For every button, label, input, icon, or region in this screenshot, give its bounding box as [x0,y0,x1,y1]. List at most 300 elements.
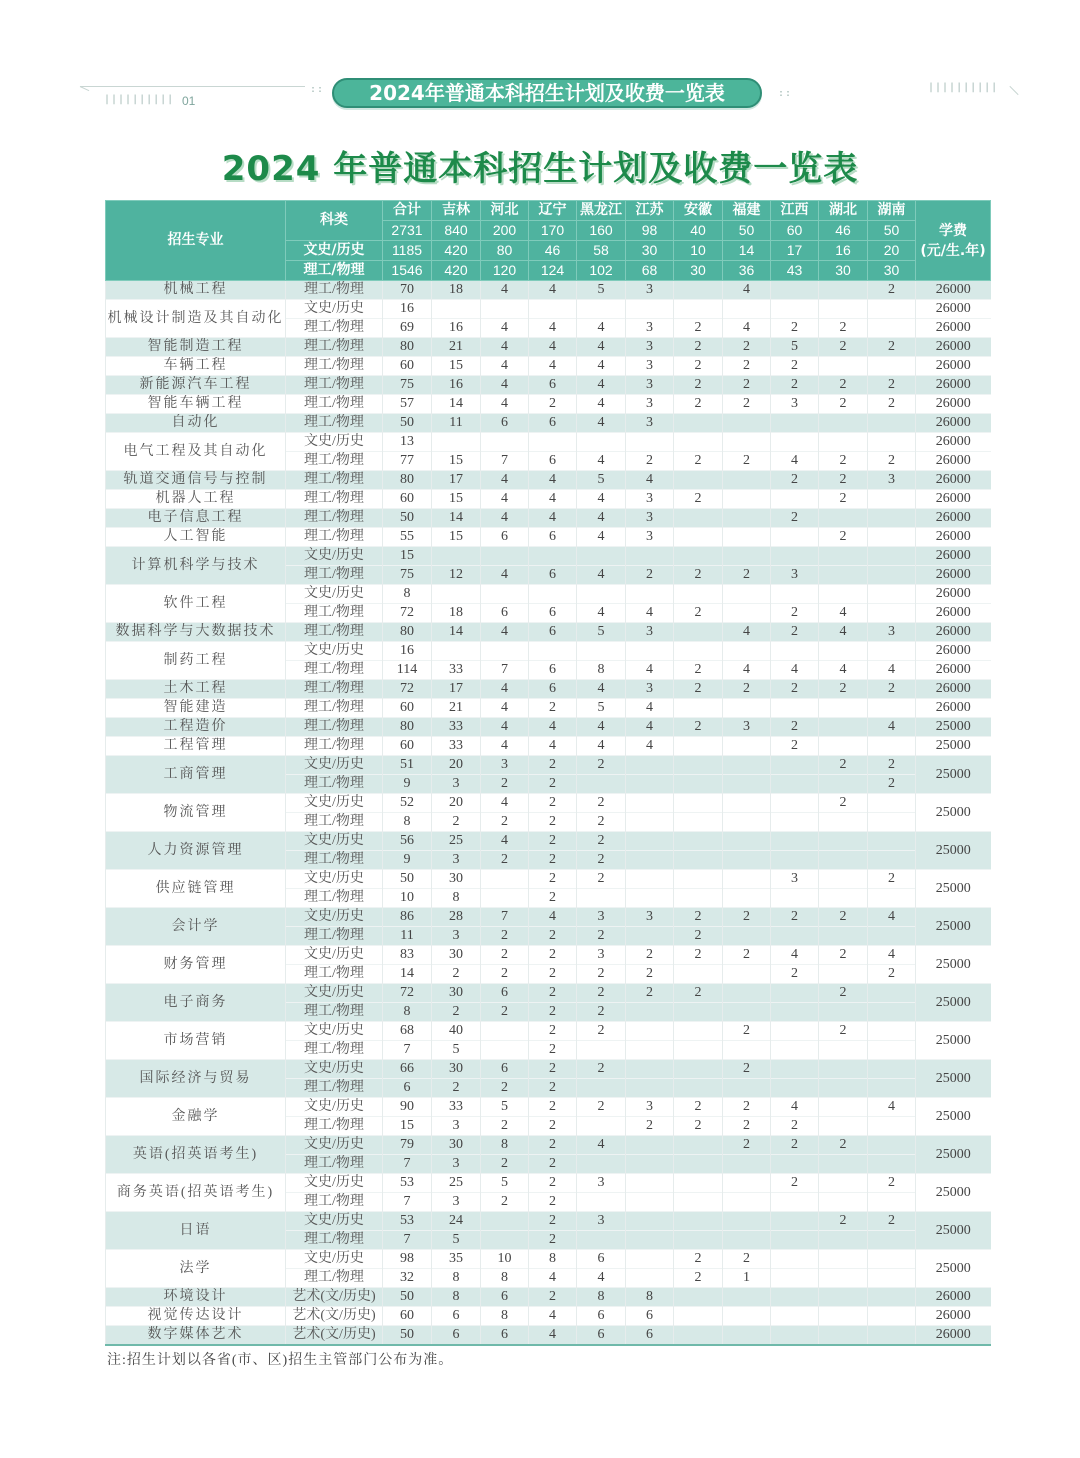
header-wenshi-label: 文史/历史 [286,241,383,261]
header-wenshi-total: 14 [723,241,771,261]
province-cell [626,1193,674,1212]
province-cell: 4 [771,1098,819,1117]
fee-cell: 26000 [916,661,991,680]
province-cell: 4 [529,908,577,927]
major-name: 供应链管理 [106,870,286,908]
category-cell: 文史/历史 [286,1022,383,1041]
province-cell: 4 [529,319,577,338]
province-cell: 3 [432,1193,481,1212]
province-cell: 2 [771,908,819,927]
province-cell: 2 [868,756,916,775]
province-cell: 2 [529,1231,577,1250]
province-cell [674,1079,723,1098]
province-cell [626,1079,674,1098]
total-cell: 66 [383,1060,432,1079]
total-cell: 50 [383,1288,432,1307]
province-cell: 4 [481,357,529,376]
province-cell [723,889,771,908]
province-cell: 4 [577,414,626,433]
province-cell: 4 [529,281,577,300]
province-cell: 2 [771,737,819,756]
province-cell: 2 [723,1250,771,1269]
province-cell: 5 [577,623,626,642]
header-province: 江西 [771,201,819,221]
province-cell: 6 [529,680,577,699]
province-cell: 6 [626,1326,674,1346]
province-cell [868,851,916,870]
province-cell: 1 [723,1269,771,1288]
province-cell: 4 [626,471,674,490]
province-cell: 12 [432,566,481,585]
major-name: 机械工程 [106,281,286,300]
province-cell [674,775,723,794]
province-cell: 2 [723,908,771,927]
fee-cell: 25000 [916,756,991,794]
total-cell: 72 [383,604,432,623]
table-row [106,585,991,604]
total-cell: 50 [383,509,432,528]
province-cell: 16 [432,319,481,338]
total-cell: 80 [383,471,432,490]
province-cell: 3 [626,680,674,699]
province-cell: 2 [626,452,674,471]
province-cell [674,585,723,604]
total-cell: 69 [383,319,432,338]
province-cell: 3 [577,1212,626,1231]
category-cell: 理工/物理 [286,851,383,870]
province-cell [481,585,529,604]
category-cell: 文史/历史 [286,756,383,775]
province-cell: 2 [529,1288,577,1307]
major-name: 机器人工程 [106,490,286,509]
province-cell: 4 [481,680,529,699]
province-cell: 4 [723,623,771,642]
province-cell: 4 [577,376,626,395]
header-ligong-total: 420 [432,261,481,281]
table-row [106,718,991,737]
category-cell: 文史/历史 [286,642,383,661]
table-row [106,699,991,718]
province-cell: 4 [481,376,529,395]
fee-cell: 26000 [916,1307,991,1326]
province-cell: 4 [771,661,819,680]
header-ligong-total: 30 [674,261,723,281]
province-cell: 3 [626,281,674,300]
province-cell: 4 [481,319,529,338]
province-cell [868,737,916,756]
total-cell: 16 [383,300,432,319]
province-cell: 4 [577,452,626,471]
header-row-provinces [106,201,991,221]
category-cell: 理工/物理 [286,927,383,946]
table-row [106,737,991,756]
province-cell [723,528,771,547]
fee-cell: 25000 [916,794,991,832]
province-cell: 2 [577,851,626,870]
province-cell: 2 [771,604,819,623]
header-total: 160 [577,221,626,241]
province-cell: 2 [481,927,529,946]
province-cell: 2 [819,376,868,395]
major-name: 软件工程 [106,585,286,623]
province-cell [868,528,916,547]
province-cell: 4 [529,338,577,357]
province-cell: 2 [577,832,626,851]
major-name: 会计学 [106,908,286,946]
province-cell: 8 [481,1269,529,1288]
province-cell: 4 [868,661,916,680]
province-cell: 6 [481,1326,529,1346]
major-name: 轨道交通信号与控制 [106,471,286,490]
header-ligong-total: 36 [723,261,771,281]
province-cell [868,813,916,832]
province-cell [626,300,674,319]
total-cell: 56 [383,832,432,851]
province-cell: 2 [529,1212,577,1231]
major-name: 工商管理 [106,756,286,794]
table-row [106,1060,991,1079]
province-cell [819,1041,868,1060]
province-cell [868,699,916,718]
province-cell [674,794,723,813]
province-cell [577,1193,626,1212]
province-cell [771,300,819,319]
province-cell: 4 [577,1269,626,1288]
province-cell [819,832,868,851]
category-cell: 理工/物理 [286,1117,383,1136]
total-cell: 60 [383,699,432,718]
header-wenshi-total: 30 [626,241,674,261]
province-cell [723,984,771,1003]
province-cell [819,433,868,452]
province-cell: 4 [481,832,529,851]
province-cell [771,1288,819,1307]
category-cell: 理工/物理 [286,1231,383,1250]
category-cell: 理工/物理 [286,623,383,642]
province-cell [432,642,481,661]
province-cell: 6 [481,1288,529,1307]
category-cell: 理工/物理 [286,1269,383,1288]
province-cell: 15 [432,357,481,376]
province-cell: 2 [529,794,577,813]
category-cell: 理工/物理 [286,319,383,338]
category-cell: 文史/历史 [286,908,383,927]
province-cell [626,775,674,794]
total-cell: 7 [383,1231,432,1250]
header-wenshi-total: 16 [819,241,868,261]
province-cell: 6 [481,1060,529,1079]
province-cell: 2 [868,1212,916,1231]
fee-cell: 25000 [916,832,991,870]
category-cell: 文史/历史 [286,547,383,566]
province-cell: 2 [723,376,771,395]
province-cell: 2 [868,870,916,889]
major-name: 智能车辆工程 [106,395,286,414]
province-cell: 6 [529,623,577,642]
province-cell: 35 [432,1250,481,1269]
province-cell [723,1155,771,1174]
category-cell: 理工/物理 [286,509,383,528]
province-cell: 2 [529,1174,577,1193]
province-cell: 6 [577,1326,626,1346]
province-cell: 2 [819,471,868,490]
province-cell: 2 [674,566,723,585]
header-province: 江苏 [626,201,674,221]
province-cell: 4 [529,1307,577,1326]
category-cell: 文史/历史 [286,832,383,851]
province-cell [723,300,771,319]
table-row [106,870,991,889]
province-cell: 2 [674,319,723,338]
province-cell: 5 [481,1174,529,1193]
major-name: 视觉传达设计 [106,1307,286,1326]
province-cell [674,1288,723,1307]
major-name: 英语(招英语考生) [106,1136,286,1174]
header-ligong-total: 43 [771,261,819,281]
province-cell [819,813,868,832]
province-cell: 8 [529,1250,577,1269]
province-cell: 3 [868,471,916,490]
province-cell: 2 [723,680,771,699]
table-row [106,1022,991,1041]
category-cell: 理工/物理 [286,775,383,794]
province-cell: 4 [626,604,674,623]
category-cell: 理工/物理 [286,471,383,490]
province-cell [819,1193,868,1212]
province-cell: 3 [432,927,481,946]
table-row [106,984,991,1003]
province-cell [819,1307,868,1326]
fee-cell: 25000 [916,718,991,737]
province-cell: 2 [529,870,577,889]
province-cell [819,889,868,908]
province-cell [674,699,723,718]
province-cell: 4 [481,718,529,737]
province-cell: 2 [481,965,529,984]
province-cell: 2 [529,851,577,870]
banner-decoration-dots: :: [778,88,793,99]
province-cell [819,775,868,794]
province-cell: 4 [868,946,916,965]
province-cell [529,547,577,566]
province-cell: 2 [577,927,626,946]
province-cell: 15 [432,528,481,547]
major-name: 机械设计制造及其自动化 [106,300,286,338]
province-cell [674,737,723,756]
province-cell: 3 [626,1098,674,1117]
province-cell: 5 [432,1041,481,1060]
province-cell [674,281,723,300]
province-cell [723,509,771,528]
province-cell: 2 [529,1193,577,1212]
banner-decoration-dots: |||||||||| [104,94,175,105]
province-cell [626,756,674,775]
province-cell [771,642,819,661]
category-cell: 文史/历史 [286,1174,383,1193]
province-cell [723,1231,771,1250]
province-cell: 7 [481,908,529,927]
province-cell: 2 [481,813,529,832]
province-cell: 3 [626,395,674,414]
header-wenshi-total: 10 [674,241,723,261]
major-name: 计算机科学与技术 [106,547,286,585]
header-major: 招生专业 [106,201,286,281]
province-cell [819,642,868,661]
province-cell: 4 [577,680,626,699]
province-cell [868,414,916,433]
category-cell: 文史/历史 [286,300,383,319]
province-cell: 2 [481,1155,529,1174]
province-cell [674,433,723,452]
province-cell [771,851,819,870]
province-cell: 4 [577,490,626,509]
province-cell: 6 [529,452,577,471]
table-row [106,338,991,357]
province-cell: 3 [626,908,674,927]
province-cell: 2 [723,338,771,357]
province-cell [481,870,529,889]
fee-cell: 25000 [916,1136,991,1174]
province-cell: 2 [674,1250,723,1269]
province-cell: 7 [481,452,529,471]
fee-cell: 26000 [916,471,991,490]
province-cell: 8 [432,1288,481,1307]
province-cell: 2 [723,1022,771,1041]
province-cell: 2 [626,946,674,965]
province-cell: 33 [432,1098,481,1117]
major-name: 数字媒体艺术 [106,1326,286,1346]
province-cell: 2 [529,1022,577,1041]
category-cell: 理工/物理 [286,604,383,623]
total-cell: 60 [383,737,432,756]
province-cell [819,547,868,566]
province-cell [577,585,626,604]
header-total: 200 [481,221,529,241]
province-cell [819,927,868,946]
province-cell: 6 [626,1307,674,1326]
province-cell: 16 [432,376,481,395]
province-cell: 2 [529,1117,577,1136]
province-cell [723,433,771,452]
province-cell [868,566,916,585]
header-province: 湖北 [819,201,868,221]
province-cell: 20 [432,794,481,813]
header-ligong-total: 68 [626,261,674,281]
province-cell: 2 [868,395,916,414]
province-cell: 4 [723,281,771,300]
category-cell: 理工/物理 [286,414,383,433]
total-cell: 32 [383,1269,432,1288]
category-cell: 理工/物理 [286,490,383,509]
fee-cell: 26000 [916,338,991,357]
province-cell [868,984,916,1003]
header-total: 50 [868,221,916,241]
category-cell: 理工/物理 [286,1079,383,1098]
province-cell [723,414,771,433]
province-cell [771,1212,819,1231]
province-cell [771,585,819,604]
header-total: 840 [432,221,481,241]
province-cell [626,1231,674,1250]
province-cell [771,1307,819,1326]
total-cell: 86 [383,908,432,927]
province-cell [674,1003,723,1022]
province-cell: 2 [529,1060,577,1079]
province-cell: 3 [626,490,674,509]
province-cell: 2 [819,528,868,547]
province-cell [819,509,868,528]
province-cell [481,433,529,452]
province-cell: 4 [529,718,577,737]
province-cell [771,813,819,832]
province-cell [577,1155,626,1174]
province-cell [819,414,868,433]
province-cell: 2 [529,946,577,965]
table-body [106,281,991,1346]
province-cell: 4 [723,319,771,338]
province-cell: 2 [771,509,819,528]
province-cell: 33 [432,718,481,737]
province-cell: 3 [626,509,674,528]
fee-cell: 26000 [916,528,991,547]
province-cell: 2 [674,1117,723,1136]
province-cell: 2 [626,984,674,1003]
fee-cell: 25000 [916,1060,991,1098]
province-cell [674,642,723,661]
total-cell: 114 [383,661,432,680]
province-cell [771,1003,819,1022]
province-cell: 2 [481,946,529,965]
province-cell [771,1193,819,1212]
total-cell: 7 [383,1155,432,1174]
province-cell: 4 [771,452,819,471]
total-cell: 15 [383,1117,432,1136]
header-province: 合计 [383,201,432,221]
total-cell: 15 [383,547,432,566]
province-cell: 2 [819,490,868,509]
province-cell: 2 [771,718,819,737]
total-cell: 80 [383,623,432,642]
province-cell [819,1231,868,1250]
province-cell [868,585,916,604]
province-cell [626,1022,674,1041]
total-cell: 9 [383,775,432,794]
total-cell: 60 [383,490,432,509]
major-name: 电子信息工程 [106,509,286,528]
table-row [106,1307,991,1326]
province-cell: 2 [674,1098,723,1117]
province-cell [868,357,916,376]
province-cell: 2 [819,1136,868,1155]
province-cell [819,870,868,889]
province-cell [819,737,868,756]
province-cell: 2 [529,1041,577,1060]
province-cell: 4 [626,699,674,718]
province-cell [674,1060,723,1079]
province-cell: 2 [674,661,723,680]
table-row [106,547,991,566]
province-cell: 2 [577,794,626,813]
total-cell: 11 [383,927,432,946]
province-cell: 18 [432,604,481,623]
province-cell: 8 [432,889,481,908]
province-cell [868,1307,916,1326]
province-cell [674,509,723,528]
province-cell: 14 [432,509,481,528]
header-wenshi-total: 46 [529,241,577,261]
province-cell: 4 [481,737,529,756]
province-cell [626,851,674,870]
